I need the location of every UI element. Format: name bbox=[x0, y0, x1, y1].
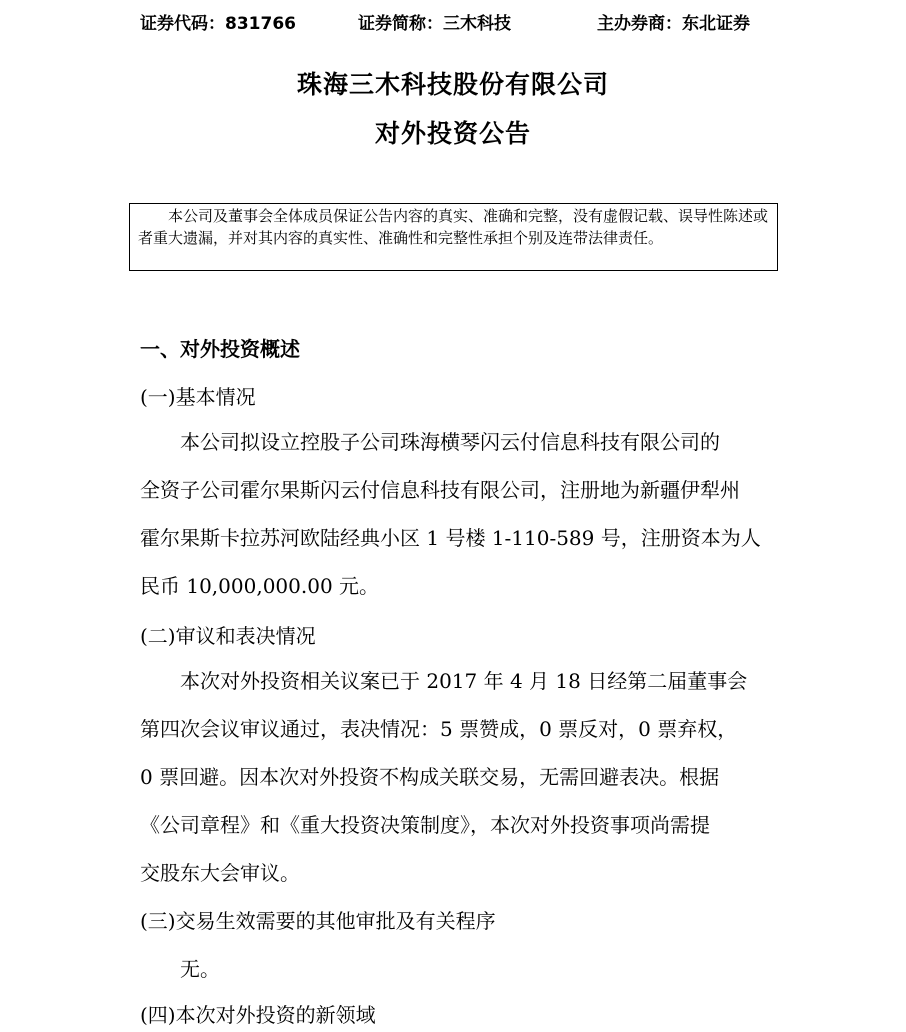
section-heading-overview: 一、对外投资概述 bbox=[140, 337, 300, 361]
paragraph-line: 交股东大会审议。 bbox=[140, 861, 300, 885]
subsection-new-field: (四)本次对外投资的新领域 bbox=[140, 1003, 376, 1027]
paragraph-line: 0 票回避。因本次对外投资不构成关联交易，无需回避表决。根据 bbox=[140, 765, 720, 789]
paragraph-line: 民币 10,000,000.00 元。 bbox=[140, 574, 380, 598]
paragraph-basic-info bbox=[140, 418, 780, 610]
paragraph-line: 第四次会议审议通过，表决情况：5 票赞成，0 票反对，0 票弃权， bbox=[140, 717, 738, 741]
subsection-basic-info: (一)基本情况 bbox=[140, 385, 256, 409]
paragraph-line: 全资子公司霍尔果斯闪云付信息科技有限公司，注册地为新疆伊犁州 bbox=[140, 478, 740, 502]
paragraph-line: 本公司拟设立控股子公司珠海横琴闪云付信息科技有限公司的 bbox=[180, 430, 720, 454]
page-header bbox=[140, 9, 780, 35]
subsection-approvals: (三)交易生效需要的其他审批及有关程序 bbox=[140, 909, 496, 933]
paragraph-line: 霍尔果斯卡拉苏河欧陆经典小区 1 号楼 1-110-589 号，注册资本为人 bbox=[140, 526, 761, 550]
stock-code: 证券代码：831766 bbox=[140, 14, 296, 34]
disclaimer-text: 本公司及董事会全体成员保证公告内容的真实、准确和完整，没有虚假记载、误导性陈述或者重大遗漏，并对其内容的真实性、准确性和完整性承担个别及连带法律责任。 bbox=[138, 207, 769, 247]
company-title: 珠海三木科技股份有限公司 bbox=[296, 70, 609, 99]
disclaimer-box bbox=[129, 203, 778, 271]
subsection-review-vote: (二)审议和表决情况 bbox=[140, 624, 316, 648]
sponsor-broker: 主办券商：东北证券 bbox=[597, 14, 750, 34]
paragraph-approvals: 无。 bbox=[180, 957, 220, 981]
paragraph-review-vote bbox=[140, 657, 780, 897]
document-title: 对外投资公告 bbox=[374, 119, 531, 148]
stock-short-name: 证券简称：三木科技 bbox=[358, 14, 511, 34]
paragraph-line: 《公司章程》和《重大投资决策制度》，本次对外投资事项尚需提 bbox=[140, 813, 710, 837]
paragraph-line: 本次对外投资相关议案已于 2017 年 4 月 18 日经第二届董事会 bbox=[180, 669, 748, 693]
